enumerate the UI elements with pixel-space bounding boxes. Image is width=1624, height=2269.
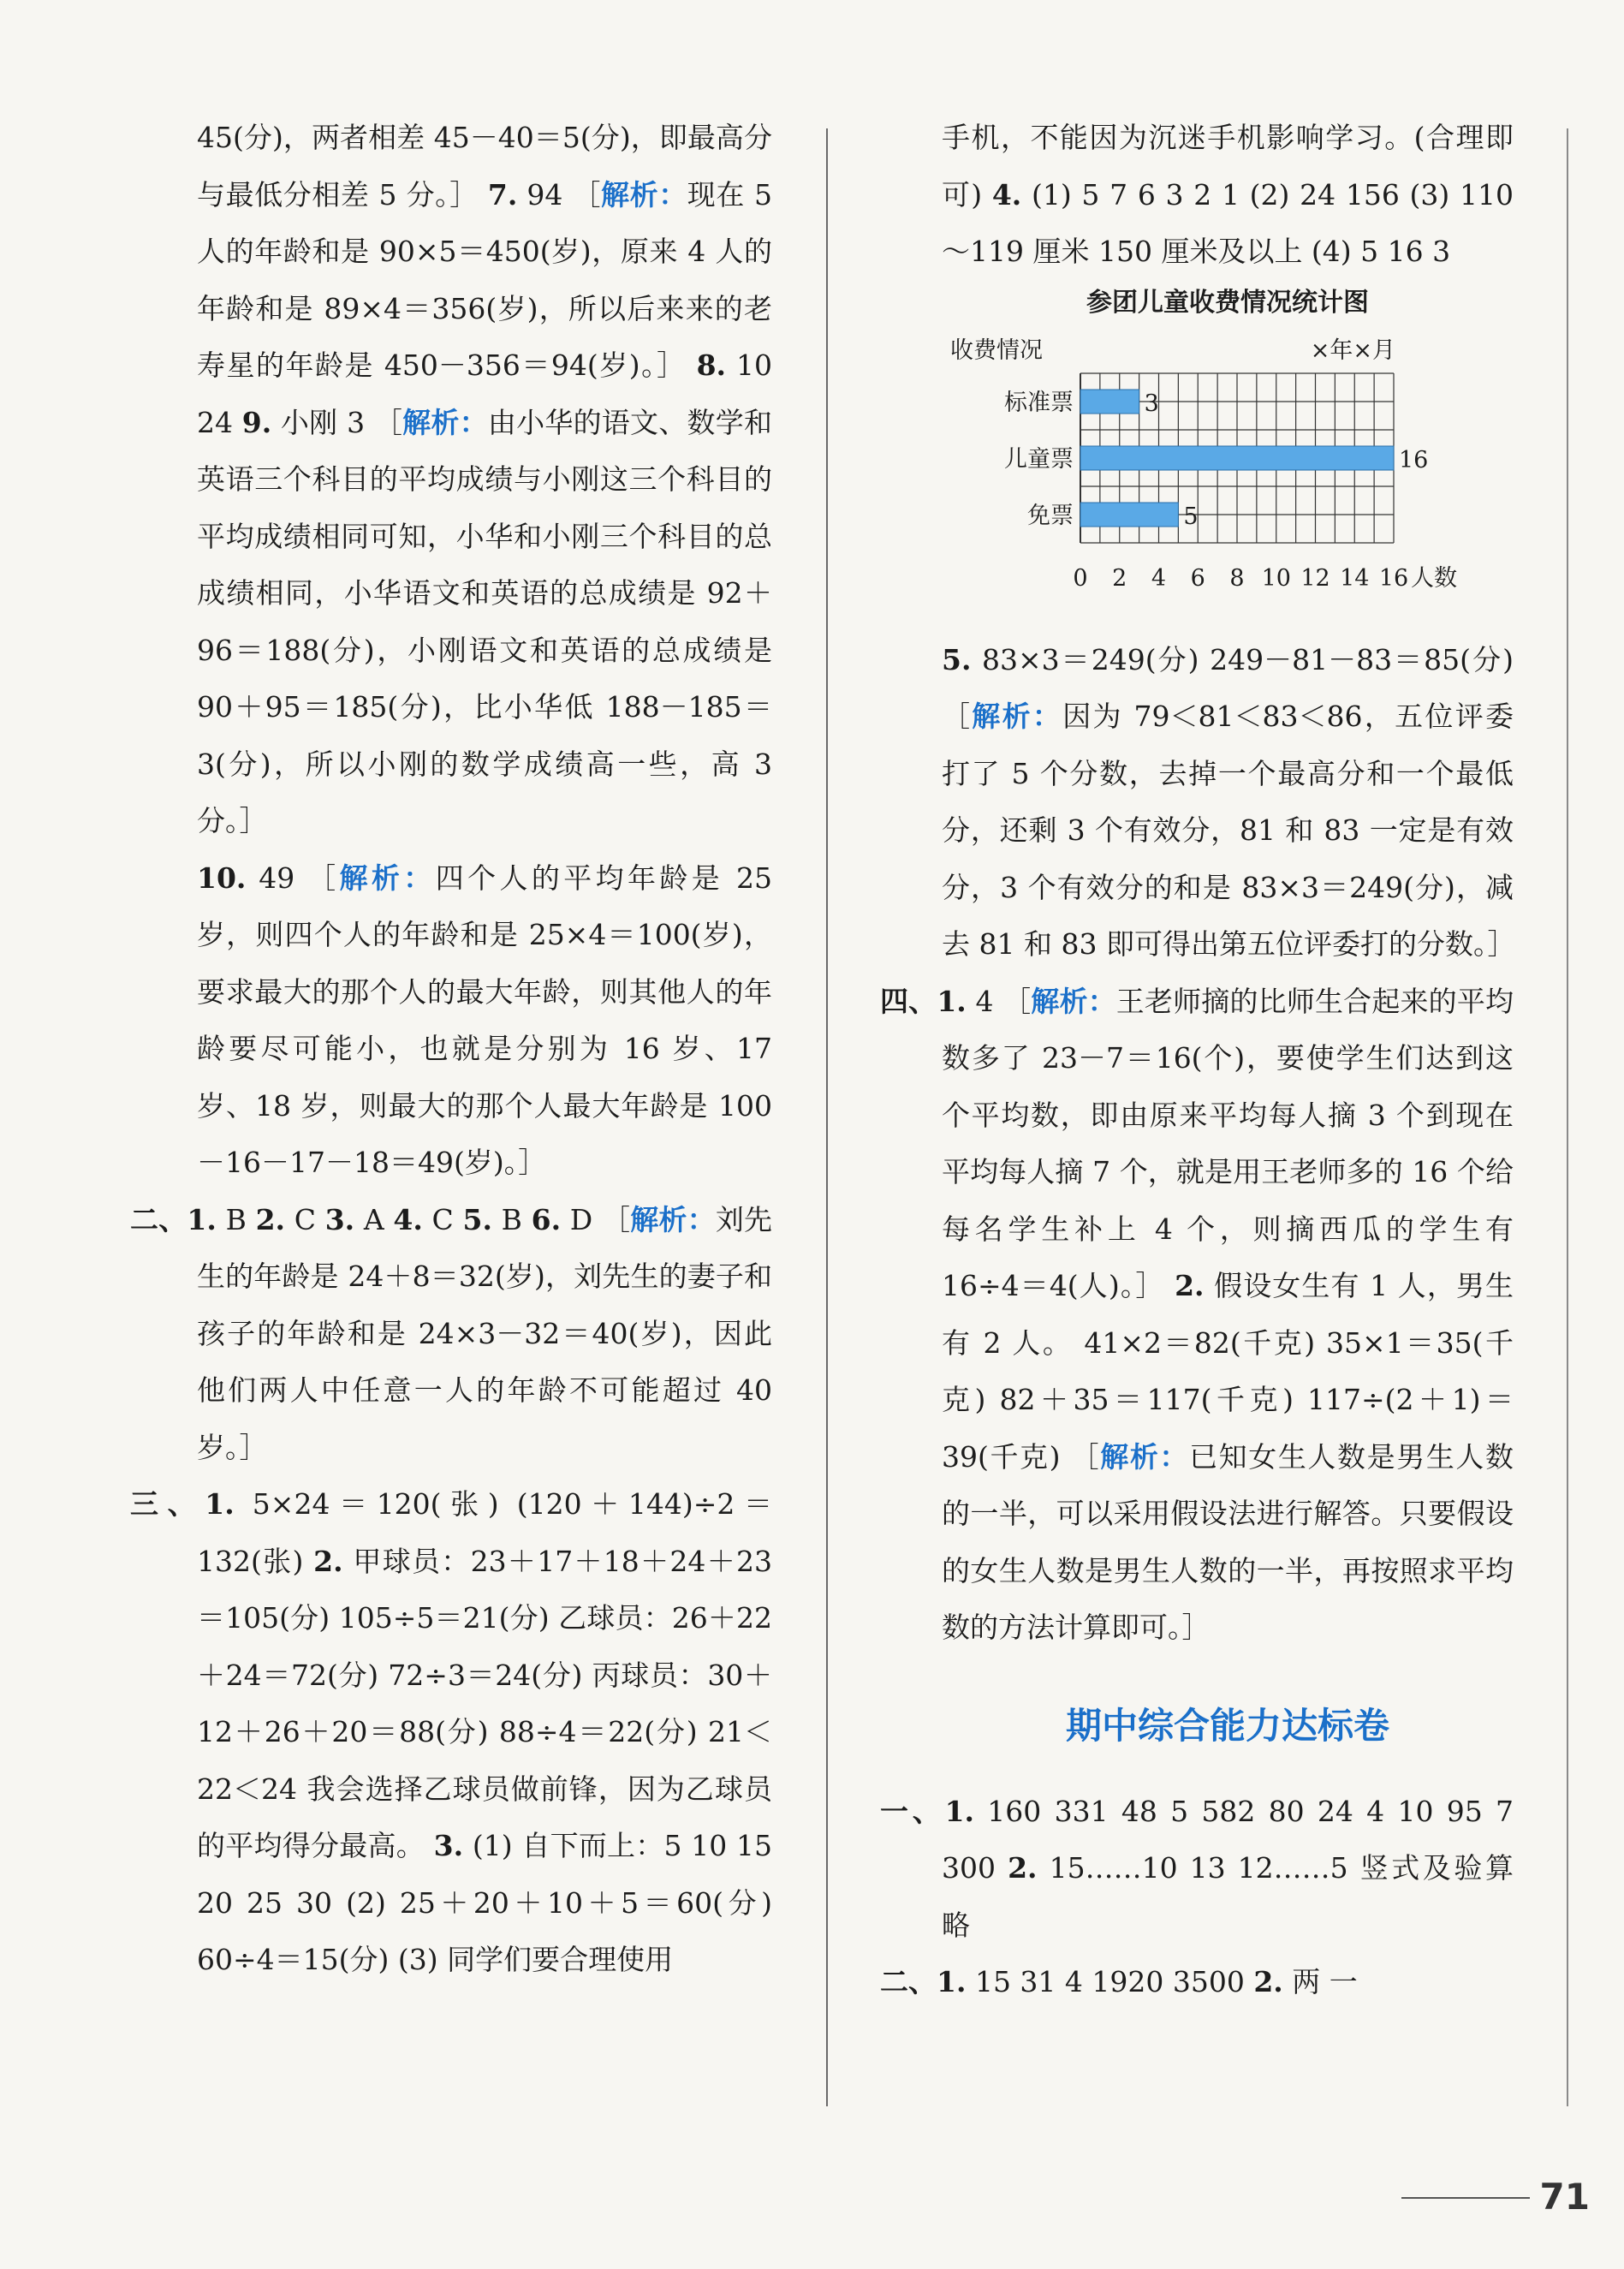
x-axis-label: 人数	[1411, 564, 1457, 592]
right-bottom-2	[880, 1954, 1514, 2011]
text-run: 49 ［	[246, 861, 340, 895]
text-run: 手机，不能因为沉迷手机影响学习。(合理即可)	[942, 121, 1514, 211]
text-run: 160 331 48 5 582 80 24 4 10 95 7 300	[942, 1794, 1514, 1885]
question-number: 二、1.	[880, 1965, 967, 1998]
text-run: 四个人的平均年龄是 25 岁，则四个人的年龄和是 25×4＝100(岁)，要求最大的那个人的最大年龄，则其他人的年龄要尽可能小，也就是分别为 16 岁、17 岁、18 岁，则最大的那个人最大年龄是 100－16－17－18＝49(岁)。］	[197, 861, 773, 1179]
question-number: 2.	[255, 1202, 286, 1236]
data-label: 16	[1399, 446, 1429, 473]
question-number: 一、1.	[880, 1794, 975, 1828]
question-number: 9.	[241, 405, 272, 439]
right-bottom-1	[880, 1784, 1514, 1955]
x-tick-label: 16	[1378, 564, 1409, 592]
text-run: 假设女生有 1 人，男生有 2 人。 41×2＝82(千克) 35×1＝35(千克) 82＋35＝117(千克) 117÷(2＋1)＝39(千克) ［	[942, 1269, 1514, 1474]
right-margin-line	[1567, 128, 1568, 2106]
page-number: 71	[1539, 2176, 1590, 2218]
question-number: 10.	[197, 861, 247, 895]
text-run: 由小华的语文、数学和英语三个科目的平均成绩与小刚这三个科目的平均成绩相同可知，小华和小刚三个科目的总成绩相同，小华语文和英语的总成绩是 92＋96＝188(分)，小刚语文和英语的总成绩是 90＋95＝185(分)，比小华低 188－185＝3(分)，所以小刚的数学成绩高一些，高 3 分。］	[197, 405, 773, 837]
question-number: 三、1.	[130, 1487, 235, 1521]
page-number-rule	[1401, 2197, 1530, 2199]
question-number: 二、1.	[130, 1202, 217, 1236]
x-tick-label: 4	[1151, 564, 1167, 592]
question-number: 4.	[991, 177, 1022, 211]
text-run: 83×3＝249(分) 249－81－83＝85(分) ［	[942, 642, 1514, 733]
text-run: 45(分)，两者相差 45－40＝5(分)，即最高分与最低分相差 5 分。］	[197, 121, 772, 211]
category-label: 标准票	[1004, 389, 1074, 416]
bar	[1080, 390, 1139, 414]
x-tick-label: 12	[1300, 564, 1330, 592]
question-number: 2.	[1253, 1965, 1283, 1998]
chart-date-label: ×年×月	[1310, 336, 1395, 364]
text-run: 因为 79＜81＜83＜86，五位评委打了 5 个分数，去掉一个最高分和一个最低分，还剩 3 个有效分，81 和 83 一定是有效分，3 个有效分的和是 83×3＝249(分)，减去 81 和 83 即可得出第五位评委打的分数。］	[942, 700, 1516, 961]
fee-chart	[942, 281, 1514, 632]
analysis-label: 解析：	[972, 700, 1063, 733]
analysis-label: 解析：	[1100, 1439, 1190, 1474]
category-label: 儿童票	[1004, 445, 1074, 473]
text-run: 两 一	[1282, 1965, 1358, 1998]
bar	[1080, 503, 1178, 527]
question-number: 5.	[942, 642, 972, 676]
text-run: 15……10 13 12……5 竖式及验算略	[942, 1851, 1514, 1942]
x-tick-label: 6	[1190, 564, 1205, 592]
text-run: D ［	[561, 1202, 631, 1236]
text-run: 小刚 3 ［	[271, 405, 403, 439]
text-run: C	[285, 1202, 325, 1236]
question-number: 5.	[462, 1202, 492, 1236]
text-run: 4 ［	[966, 984, 1032, 1018]
right-para-top	[942, 110, 1514, 281]
question-number: 6.	[531, 1202, 562, 1236]
question-number: 4.	[393, 1202, 423, 1236]
question-number: 2.	[313, 1544, 343, 1578]
text-run: (1) 自下而上：5 10 15 20 25 30 (2) 25＋20＋10＋5＝60(分) 60÷4＝15(分) (3) 同学们要合理使用	[197, 1829, 772, 1976]
x-tick-label: 0	[1073, 564, 1088, 592]
text-run: 5×24＝120(张) (120＋144)÷2＝132(张)	[197, 1487, 772, 1578]
left-para-4	[130, 1476, 772, 1989]
x-tick-label: 10	[1261, 564, 1291, 592]
column-divider	[826, 128, 828, 2106]
data-label: 5	[1183, 503, 1199, 530]
y-axis-label: 收费情况	[950, 336, 1043, 364]
analysis-label: 解析：	[1031, 984, 1116, 1018]
text-run: B	[491, 1202, 532, 1236]
text-run: 15 31 4 1920 3500	[966, 1965, 1254, 1998]
text-run: 甲球员：23＋17＋18＋24＋23＝105(分) 105÷5＝21(分) 乙球员：26＋22＋24＝72(分) 72÷3＝24(分) 丙球员：30＋12＋26＋20＝88(分) 88÷4＝22(分) 21＜22＜24 我会选择乙球员做前锋，因为乙球员的平均得分最高。	[197, 1544, 772, 1862]
text-run: 已知女生人数是男生人数的一半，可以采用假设法进行解答。只要假设的女生人数是男生人数的一半，再按照求平均数的方法计算即可。］	[942, 1439, 1514, 1644]
left-column	[130, 110, 773, 1989]
text-run: 刘先生的年龄是 24＋8＝32(岁)，刘先生的妻子和孩子的年龄和是 24×3－32＝40(岁)，因此他们两人中任意一人的年龄不可能超过 40 岁。］	[197, 1202, 773, 1464]
question-number: 3.	[324, 1202, 355, 1236]
left-para-1	[197, 110, 772, 850]
right-para-4	[880, 974, 1514, 1657]
text-run: (1) 5 7 6 3 2 1 (2) 24 156 (3) 110～119 厘米 150 厘米及以上 (4) 5 16 3	[942, 177, 1514, 268]
question-number: 四、1.	[880, 984, 967, 1018]
text-run: 现在 5 人的年龄和是 90×5＝450(岁)，原来 4 人的年龄和是 89×4＝356(岁)，所以后来来的老寿星的年龄是 450－356＝94(岁)。］	[197, 177, 772, 382]
text-run: 王老师摘的比师生合起来的平均数多了 23－7＝16(个)，要使学生们达到这个平均数，即由原来平均每人摘 3 个到现在平均每人摘 7 个，就是用王老师多的 16 个给每名学生补上 4 个，则摘西瓜的学生有 16÷4＝4(人)。］	[942, 984, 1514, 1302]
analysis-label: 解析：	[630, 1202, 716, 1236]
question-number: 2.	[1008, 1851, 1038, 1885]
text-run: 10 24	[197, 348, 772, 439]
text-run: A	[354, 1202, 394, 1236]
chart-title: 参团儿童收费情况统计图	[1086, 287, 1369, 318]
category-label: 免票	[1027, 502, 1074, 529]
question-number: 3.	[433, 1829, 464, 1862]
left-para-2	[197, 850, 772, 1192]
chart-plot	[942, 324, 1514, 632]
data-label: 3	[1144, 390, 1159, 417]
section-title: 期中综合能力达标卷	[1065, 1704, 1389, 1747]
x-tick-label: 2	[1112, 564, 1127, 592]
text-run: 94 ［	[517, 177, 602, 211]
analysis-label: 解析：	[601, 177, 687, 211]
x-tick-label: 14	[1340, 564, 1370, 592]
question-number: 2.	[1175, 1269, 1205, 1302]
right-column	[880, 110, 1516, 2011]
text-run: C	[422, 1202, 463, 1236]
analysis-label: 解析：	[339, 861, 436, 895]
bar	[1080, 446, 1394, 470]
x-tick-label: 8	[1229, 564, 1245, 592]
right-para-5	[942, 632, 1514, 974]
text-run: B	[216, 1202, 256, 1236]
question-number: 7.	[487, 177, 518, 211]
question-number: 8.	[696, 348, 727, 382]
left-para-3	[130, 1192, 773, 1477]
analysis-label: 解析：	[402, 405, 488, 439]
